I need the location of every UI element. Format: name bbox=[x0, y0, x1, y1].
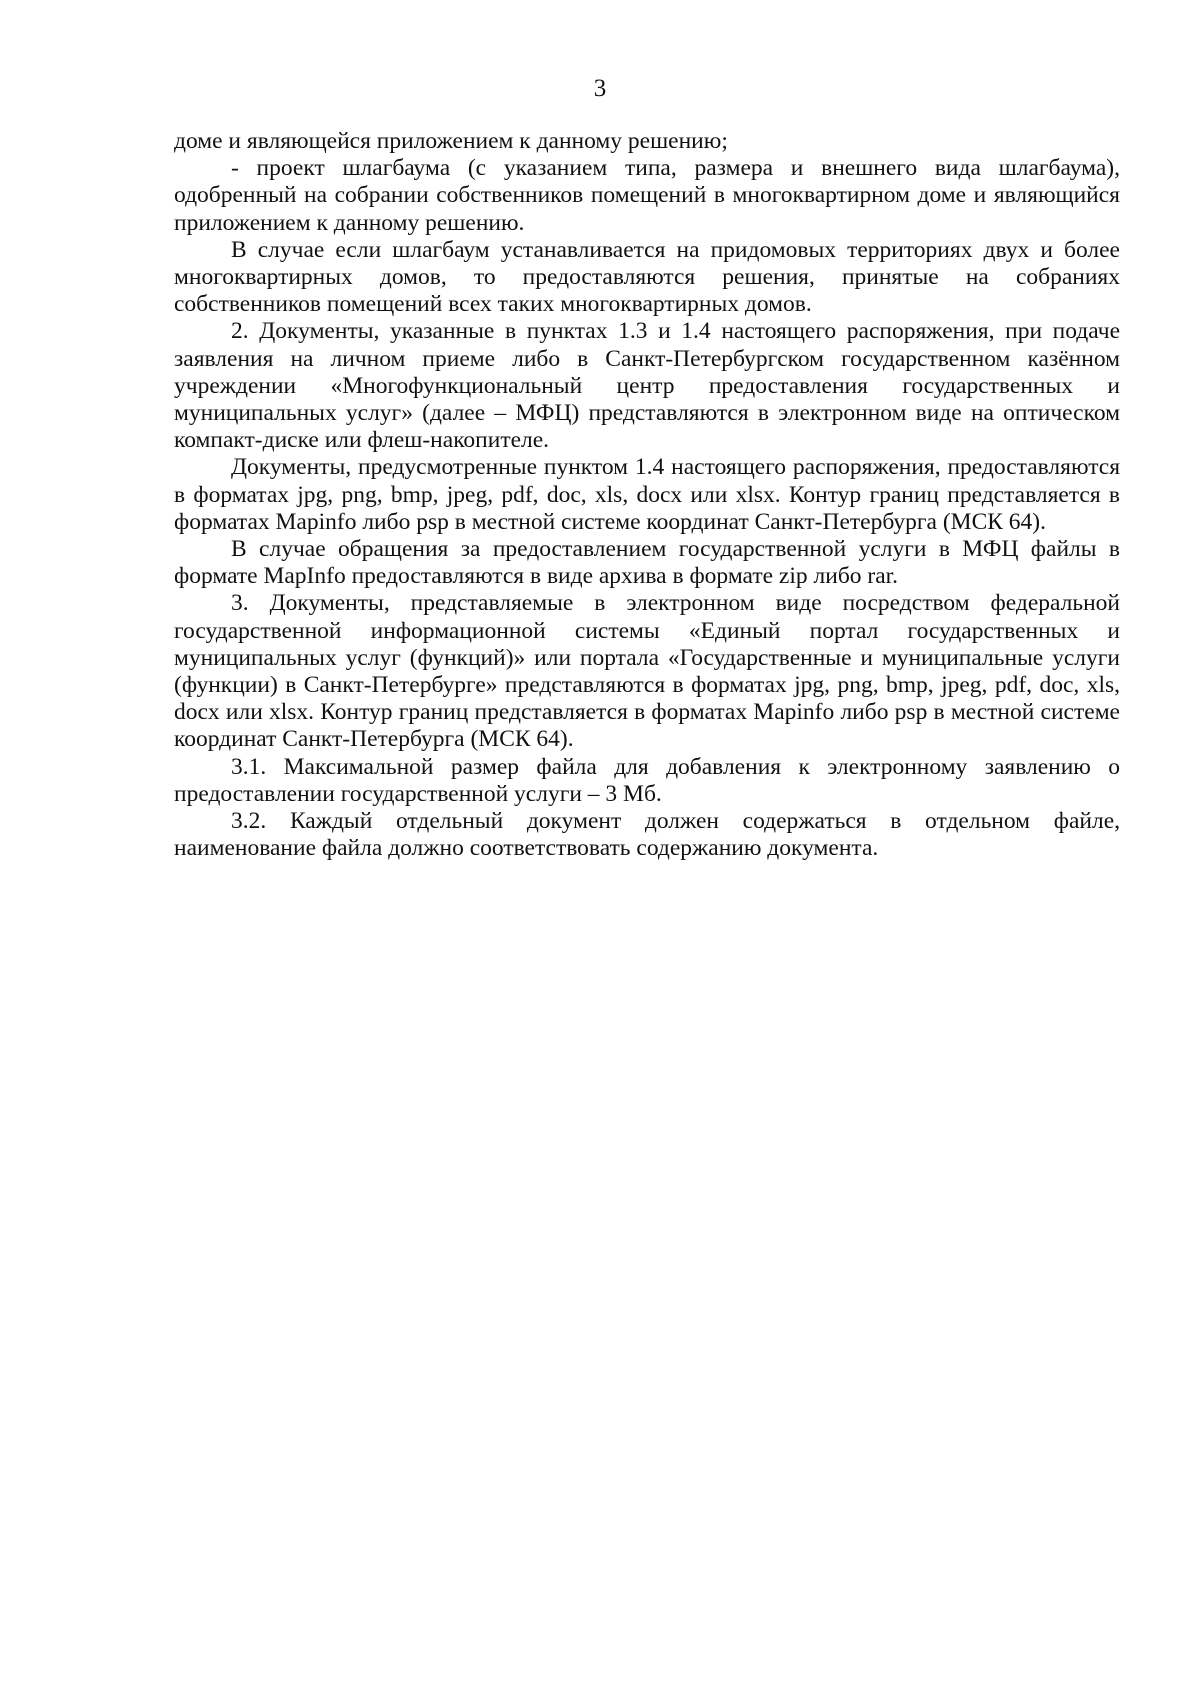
paragraph-item-2: 2. Документы, указанные в пунктах 1.3 и 1.4 настоящего распоряжения, при подаче заявления на личном приеме либо в Санкт-Петербургском государственном казённом учреждении «Многофункциональный центр предоставления государственных и муниципальных услуг» (далее – МФЦ) представляются в электронном виде на оптическом компакт-диске или флеш-накопителе. bbox=[174, 318, 1120, 454]
paragraph-item-3-1: 3.1. Максимальной размер файла для добавления к электронному заявлению о предоставлении государственной услуги – 3 Мб. bbox=[174, 753, 1120, 807]
paragraph-barrier-project: - проект шлагбаума (с указанием типа, размера и внешнего вида шлагбаума), одобренный на собрании собственников помещений в многоквартирном доме и являющийся приложением к данному решению. bbox=[174, 155, 1120, 236]
paragraph-continuation: доме и являющейся приложением к данному решению; bbox=[174, 128, 728, 154]
paragraph-item-3: 3. Документы, представляемые в электронном виде посредством федеральной государственной информационной системы «Единый портал государственных и муниципальных услуг (функций)» или портала «Государственные и муниципальные услуги (функции) в Санкт-Петербурге» представляются в форматах jpg, png, bmp, jpeg, pdf, doc, xls, docx или xlsx. Контур границ представляется в форматах Mapinfo либо psp в местной системе координат Санкт-Петербурга (МСК 64). bbox=[174, 590, 1120, 753]
document-body bbox=[174, 128, 1120, 862]
paragraph-multiple-houses: В случае если шлагбаум устанавливается на придомовых территориях двух и более многоквартирных домов, то предоставляются решения, принятые на собраниях собственников помещений всех таких многоквартирных домов. bbox=[174, 236, 1120, 318]
paragraph-mfc-archive: В случае обращения за предоставлением государственной услуги в МФЦ файлы в формате MapInfo предоставляются в виде архива в формате zip либо rar. bbox=[174, 536, 1120, 590]
page-number: 3 bbox=[593, 75, 607, 102]
paragraph-item-3-2: 3.2. Каждый отдельный документ должен содержаться в отдельном файле, наименование файла должно соответствовать содержанию документа. bbox=[174, 808, 1120, 862]
paragraph-formats: Документы, предусмотренные пунктом 1.4 настоящего распоряжения, предоставляются в форматах jpg, png, bmp, jpeg, pdf, doc, xls, docx или xlsx. Контур границ представляется в форматах Mapinfo либо psp в местной системе координат Санкт-Петербурга (МСК 64). bbox=[174, 454, 1120, 535]
